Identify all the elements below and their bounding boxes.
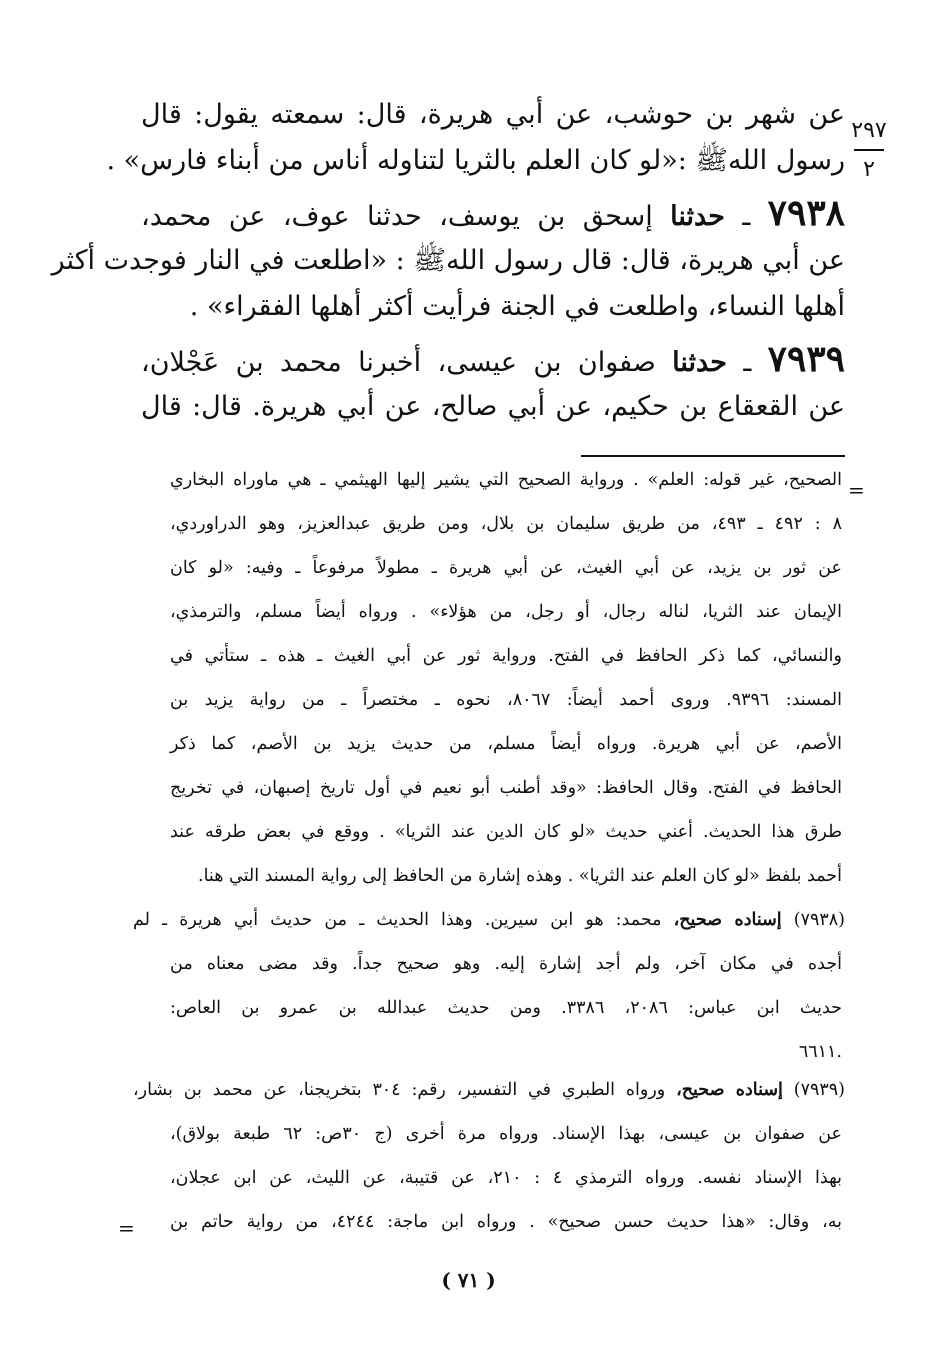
footnote-line: الأصم، عن أبي هريرة. ورواه أيضاً مسلم، من حديث يزيد بن الأصم، كما ذكر [170, 734, 842, 754]
hadith-text: صفوان بن عيسى، أخبرنا محمد بن عَجْلان، [141, 347, 656, 378]
footnote-7938-first-line [133, 906, 845, 934]
hadith-number: ٧٩٣٩ [767, 338, 846, 380]
dash: ـ [743, 347, 752, 378]
page-number: ( ٧١ ) [441, 1268, 496, 1292]
main-text-line: عن القعقاع بن حكيم، عن أبي صالح، عن أبي هريرة. قال: قال [141, 391, 845, 422]
isnad-sahih-keyword: إسناده صحيح، [673, 910, 782, 930]
footnote-line: أحمد بلفظ «لو كان العلم عند الثريا» . وهذه إشارة من الحافظ إلى رواية المسند التي هنا. [198, 866, 842, 886]
haddathana-keyword: حدثنا [672, 347, 727, 378]
main-text-line: عن أبي هريرة، قال: قال رسول اللهﷺ : «اطلعت في النار فوجدت أكثر [51, 245, 845, 276]
footnote-line: عن ثور بن يزيد، عن أبي الغيث، عن أبي هريرة ـ مطولاً مرفوعاً ـ وفيه: «لو كان [170, 558, 842, 578]
footnote-line: الصحيح، غير قوله: العلم» . ورواية الصحيح التي يشير إليها الهيثمي ـ هي ماوراه البخاري [170, 470, 842, 490]
hadith-text: إسحق بن يوسف، حدثنا عوف، عن محمد، [141, 201, 653, 232]
margin-bottom-number: ٢ [863, 157, 875, 182]
footnote-line: به، وقال: «هذا حديث حسن صحيح» . ورواه ابن ماجة: ٤٢٤٤، من رواية حاتم بن [170, 1212, 842, 1232]
footnote-line: ٨ : ٤٩٢ ـ ٤٩٣، من طريق سليمان بن بلال، ومن طريق عبدالعزيز، وهو الدراوردي، [170, 514, 842, 534]
footnote-separator [581, 455, 845, 457]
footnote-line: طرق هذا الحديث. أعني حديث «لو كان الدين عند الثريا» . ووقع في بعض طرقه عند [170, 822, 842, 842]
margin-reference [845, 118, 893, 182]
footnote-line: المسند: ٩٣٩٦. وروى أحمد أيضاً: ٨٠٦٧، نحوه ـ مختصراً ـ من رواية يزيد بن [170, 690, 842, 710]
footnote-label: (٧٩٣٩) [793, 1080, 845, 1100]
hadith-number: ٧٩٣٨ [767, 192, 845, 234]
main-text-line: رسول اللهﷺ :«لو كان العلم بالثريا لتناوله أناس من أبناء فارس» . [106, 145, 845, 176]
footnote-line: الحافظ في الفتح. وقال الحافظ: «وقد أطنب أبو نعيم في أول تاريخ إصبهان، في تخريج [170, 778, 842, 798]
footnote-line: والنسائي، كما ذكر الحافظ في الفتح. ورواية ثور عن أبي الغيث ـ هذه ـ ستأتي في [170, 646, 842, 666]
margin-top-number: ٢٩٧ [851, 118, 887, 143]
footnote-label: (٧٩٣٨) [793, 910, 845, 930]
footnote-text: ورواه الطبري في التفسير، رقم: ٣٠٤ بتخريجنا، عن محمد بن بشار، [133, 1080, 666, 1100]
footnote-line: أجده في مكان آخر، ولم أجد إشارة إليه. وهو صحيح جداً. وقد مضى معناه من [170, 954, 842, 974]
hadith-7939-heading [141, 336, 845, 386]
footnote-line: حديث ابن عباس: ٢٠٨٦، ٣٣٨٦. ومن حديث عبدالله بن عمرو بن العاص: [170, 998, 842, 1018]
dash: ـ [742, 201, 751, 232]
isnad-sahih-keyword: إسناده صحيح، [676, 1080, 783, 1100]
footnote-line: عن صفوان بن عيسى، بهذا الإسناد. ورواه مرة أخرى (ج ٣٠ص: ٦٢ طبعة بولاق)، [170, 1124, 842, 1144]
main-text-line: عن شهر بن حوشب، عن أبي هريرة، قال: سمعته يقول: قال [141, 99, 845, 130]
main-text-line: أهلها النساء، واطلعت في الجنة فرأيت أكثر أهلها الفقراء» . [189, 291, 845, 322]
margin-divider [854, 149, 884, 151]
hadith-7938-heading [141, 190, 845, 240]
footnote-line: ٦٦١١. [798, 1042, 842, 1062]
footnote-7939-first-line [133, 1076, 845, 1104]
continuation-mark: = [848, 478, 865, 502]
footnote-text: محمد: هو ابن سيرين. وهذا الحديث ـ من حديث أبي هريرة ـ لم [133, 910, 662, 930]
footnote-line: بهذا الإسناد نفسه. ورواه الترمذي ٤ : ٢١٠، عن قتيبة، عن الليث، عن ابن عجلان، [170, 1168, 843, 1188]
footnote-line: الإيمان عند الثريا، لناله رجال، أو رجل، من هؤلاء» . ورواه أيضاً مسلم، والترمذي، [170, 602, 842, 622]
continuation-mark: = [118, 1216, 135, 1240]
haddathana-keyword: حدثنا [670, 201, 725, 232]
